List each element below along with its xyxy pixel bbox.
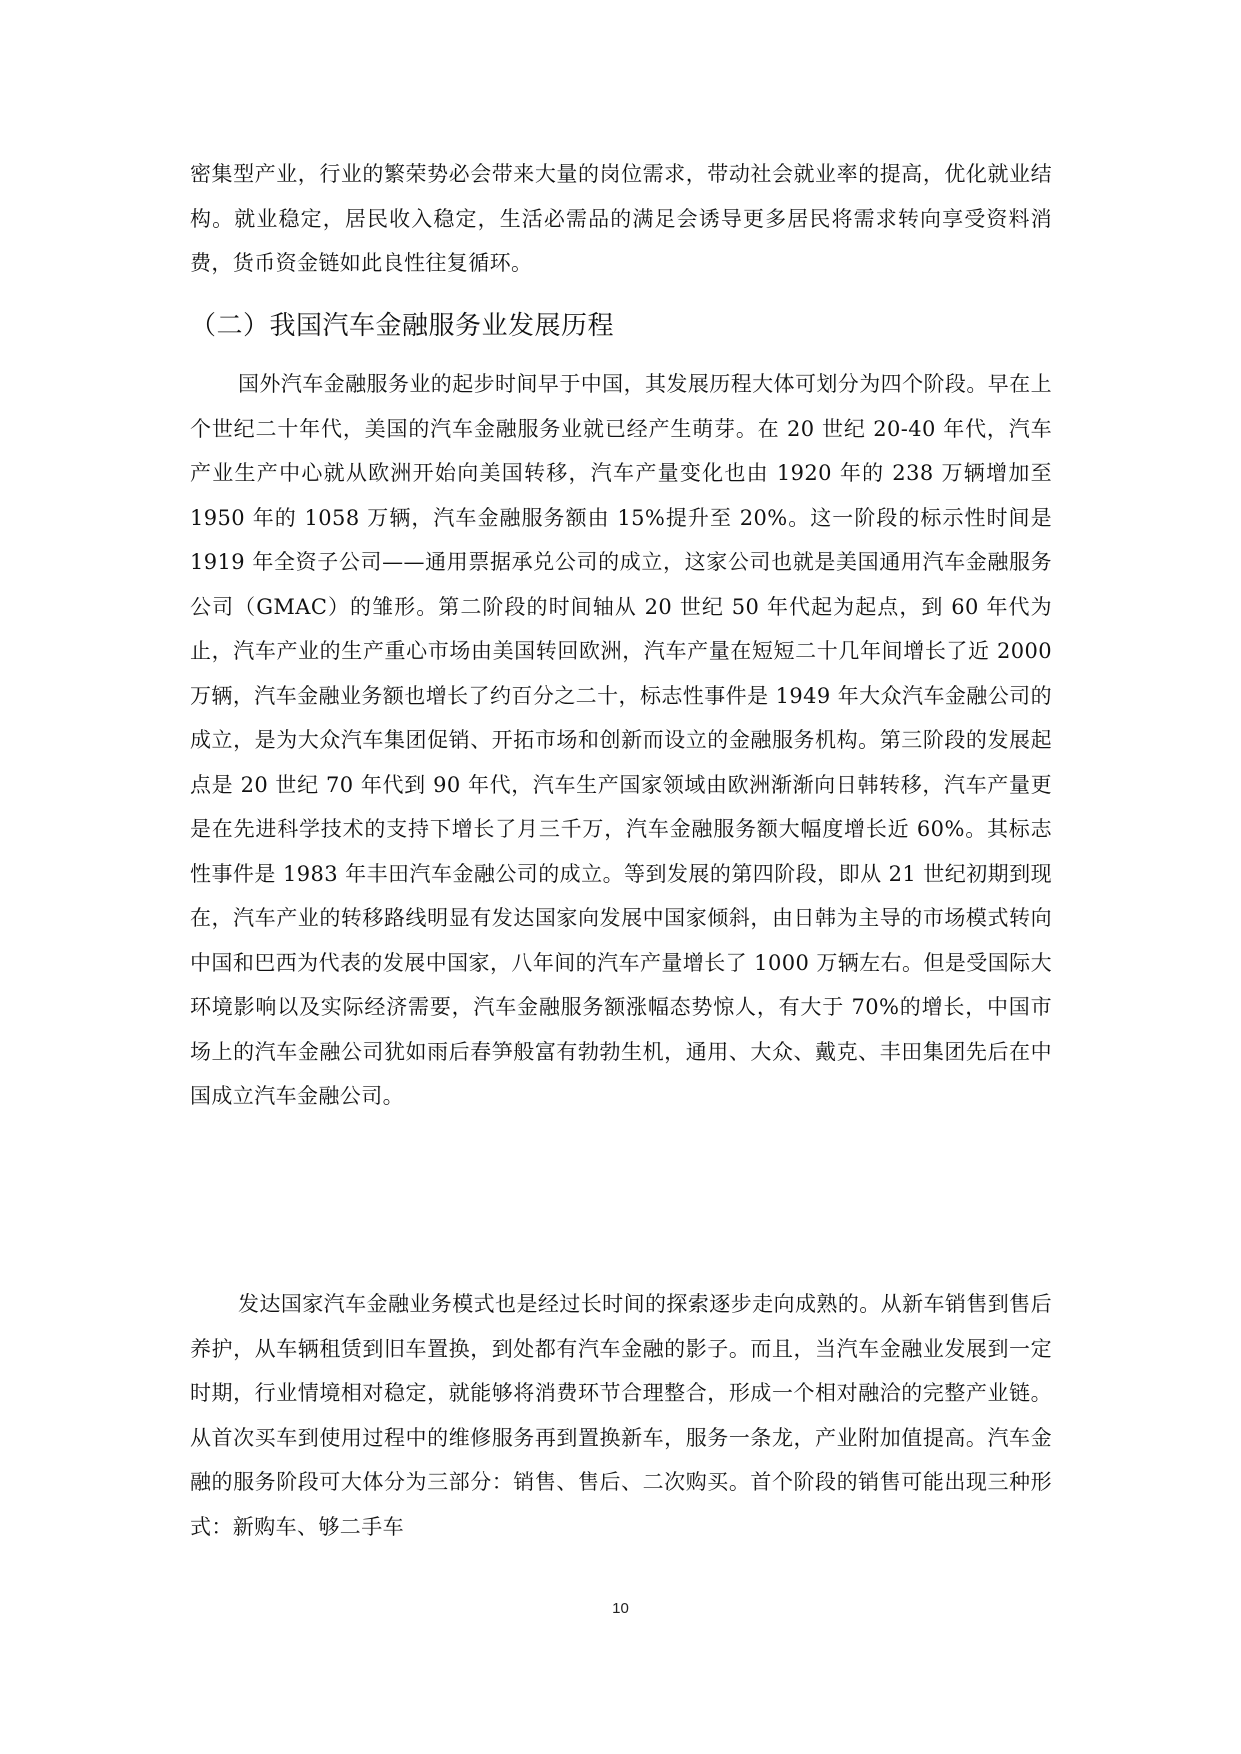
page-number: 10 [612,1600,629,1617]
body-paragraph-business-model: 发达国家汽车金融业务模式也是经过长时间的探索逐步走向成熟的。从新车销售到售后养护，从车辆租赁到旧车置换，到处都有汽车金融的影子。而且，当汽车金融业发展到一定时期，行业情境相对稳定，就能够将消费环节合理整合，形成一个相对融洽的完整产业链。从首次买车到使用过程中的维修服务再到置换新车，服务一条龙，产业附加值提高。汽车金融的服务阶段可大体分为三部分：销售、售后、二次购买。首个阶段的销售可能出现三种形式：新购车、够二手车 [190,1292,1052,1539]
section-heading: （二）我国汽车金融服务业发展历程 [190,311,615,341]
continuation-paragraph: 密集型产业，行业的繁荣势必会带来大量的岗位需求，带动社会就业率的提高，优化就业结构。就业稳定，居民收入稳定，生活必需品的满足会诱导更多居民将需求转向享受资料消费，货币资金链如此良性往复循环。 [190,162,1052,275]
body-paragraph-history: 国外汽车金融服务业的起步时间早于中国，其发展历程大体可划分为四个阶段。早在上个世纪二十年代，美国的汽车金融服务业就已经产生萌芽。在 20 世纪 20-40 年代，汽车产业生产中心就从欧洲开始向美国转移，汽车产量变化也由 1920 年的 238 万辆增加至 1950 年的 1058 万辆，汽车金融服务额由 15%提升至 20%。这一阶段的标示性时间是 1919 年全资子公司——通用票据承兑公司的成立，这家公司也就是美国通用汽车金融服务公司（GMAC）的雏形。第二阶段的时间轴从 20 世纪 50 年代起为起点，到 60 年代为止，汽车产业的生产重心市场由美国转回欧洲，汽车产量在短短二十几年间增长了近 2000 万辆，汽车金融业务额也增长了约百分之二十，标志性事件是 1949 年大众汽车金融公司的成立，是为大众汽车集团促销、开拓市场和创新而设立的金融服务机构。第三阶段的发展起点是 20 世纪 70 年代到 90 年代，汽车生产国家领域由欧洲渐渐向日韩转移，汽车产量更是在先进科学技术的支持下增长了月三千万，汽车金融服务额大幅度增长近 60%。其标志性事件是 1983 年丰田汽车金融公司的成立。等到发展的第四阶段，即从 21 世纪初期到现在，汽车产业的转移路线明显有发达国家向发展中国家倾斜，由日韩为主导的市场模式转向中国和巴西为代表的发展中国家，八年间的汽车产量增长了 1000 万辆左右。但是受国际大环境影响以及实际经济需要，汽车金融服务额涨幅态势惊人，有大于 70%的增长，中国市场上的汽车金融公司犹如雨后春笋般富有勃勃生机，通用、大众、戴克、丰田集团先后在中国成立汽车金融公司。 [190,372,1052,1108]
